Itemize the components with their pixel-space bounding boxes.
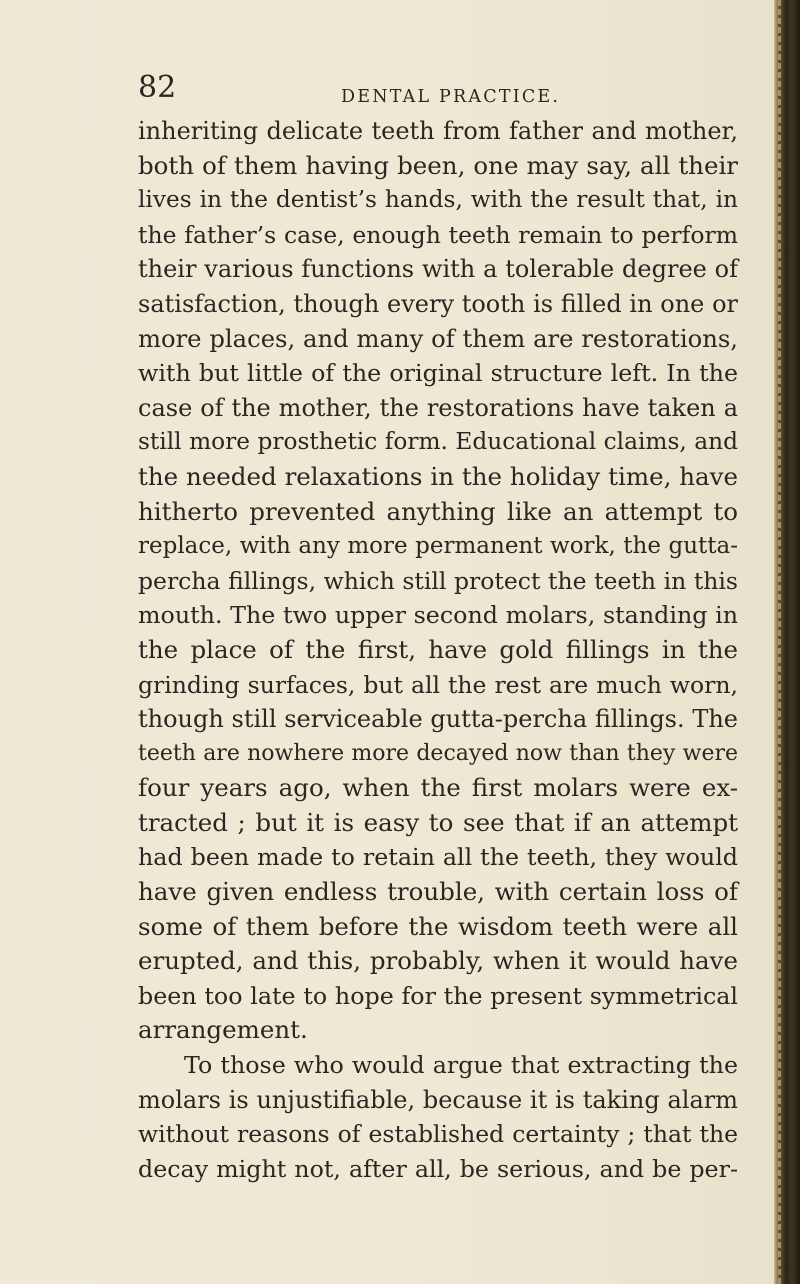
text-line: their various functions with a tolerable degree of [138, 255, 738, 284]
running-head: DENTAL PRACTICE. [341, 87, 561, 107]
text-line: molars is unjustifiable, because it is taking alarm [138, 1085, 738, 1114]
text-line: still more prosthetic form. Educational claims, and [138, 428, 738, 456]
text-line: mouth. The two upper second molars, standing in [138, 601, 738, 630]
text-line: the place of the first, have gold fillings in the [138, 634, 738, 664]
text-line: without reasons of established certainty ; that the [138, 1120, 738, 1149]
text-line: case of the mother, the restorations have taken a [138, 393, 738, 422]
text-line: grinding surfaces, but all the rest are much worn, [138, 670, 738, 699]
text-line: more places, and many of them are restorations, [138, 323, 738, 353]
text-line: inheriting delicate teeth from father and mother, [138, 117, 738, 145]
book-binding-edge [774, 0, 800, 1284]
text-line: erupted, and this, probably, when it would have [138, 946, 738, 976]
text-line: some of them before the wisdom teeth were all [138, 911, 738, 941]
text-line: satisfaction, though every tooth is filled in one or [138, 289, 738, 318]
text-line: replace, with any more permanent work, the gutta- [138, 533, 738, 560]
text-line: percha fillings, which still protect the teeth in this [138, 566, 738, 595]
text-line: teeth are nowhere more decayed now than they were [138, 740, 738, 766]
text-line: though still serviceable gutta-percha fillings. The [138, 705, 738, 734]
text-line: had been made to retain all the teeth, they would [138, 843, 738, 872]
text-line: four years ago, when the first molars were ex- [138, 773, 738, 803]
text-line: have given endless trouble, with certain loss of [138, 877, 738, 907]
body-text [138, 114, 738, 1186]
text-line: the father’s case, enough teeth remain to perform [138, 220, 738, 249]
text-line: hitherto prevented anything like an attempt to [138, 496, 738, 526]
page-number: 82 [138, 70, 177, 105]
paragraph-start-line: To those who would argue that extracting the [184, 1051, 738, 1080]
text-line: the needed relaxations in the holiday time, have [138, 461, 738, 491]
text-line: been too late to hope for the present symmetrical [138, 981, 738, 1010]
text-line: decay might not, after all, be serious, and be per- [138, 1154, 738, 1183]
text-line: both of them having been, one may say, all their [138, 150, 738, 180]
paragraph-end-line: arrangement. [138, 1015, 308, 1045]
text-line: with but little of the original structure left. In the [138, 359, 738, 388]
text-line: lives in the dentist’s hands, with the result that, in [138, 186, 738, 214]
text-line: tracted ; but it is easy to see that if an attempt [138, 807, 738, 837]
